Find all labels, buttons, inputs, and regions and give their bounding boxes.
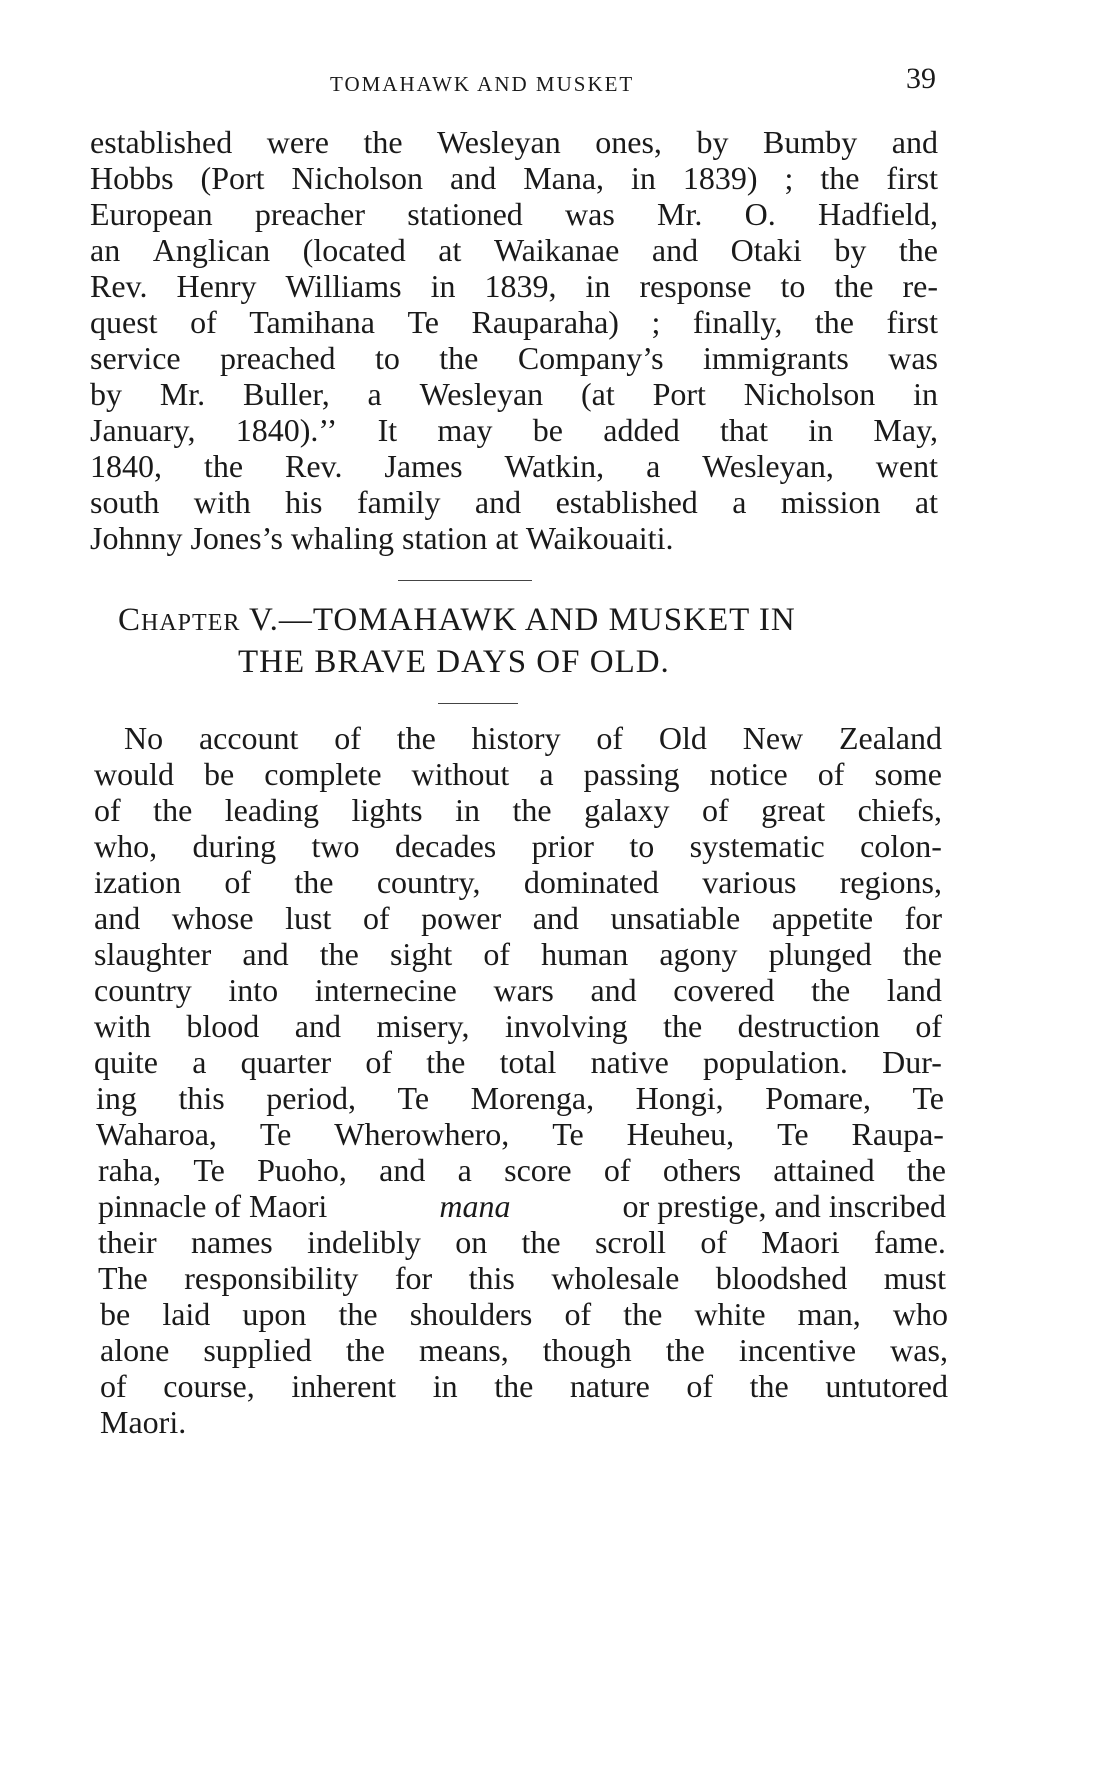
word: Mr. (159, 376, 206, 412)
word: the (294, 864, 334, 900)
word: raha, (98, 1152, 162, 1188)
word: the (512, 792, 552, 828)
word: of (190, 304, 217, 340)
word: Te (193, 1152, 225, 1188)
text-segment: or prestige, and inscribed (622, 1188, 946, 1224)
text-line (90, 338, 938, 378)
word: this (178, 1080, 225, 1116)
word: Dur- (882, 1044, 942, 1080)
word: and (474, 484, 522, 520)
word: Puoho, (257, 1152, 347, 1188)
word: May, (873, 412, 938, 448)
word: nature (569, 1368, 650, 1404)
text-line (94, 970, 942, 1010)
word: human (541, 936, 629, 972)
word: No (124, 720, 164, 756)
running-title: TOMAHAWK AND MUSKET (330, 72, 635, 96)
word: lights (351, 792, 423, 828)
word: by (834, 232, 867, 268)
word: 1840).’’ (235, 412, 338, 448)
word: south (90, 484, 160, 520)
word: misery, (376, 1008, 470, 1044)
word: established (90, 124, 233, 160)
text-line (90, 446, 938, 486)
word: Zealand (838, 720, 942, 756)
text-line (94, 826, 942, 866)
word: of (100, 1368, 127, 1404)
word: Bumby (762, 124, 858, 160)
word: a (192, 1044, 207, 1080)
word: various (702, 864, 797, 900)
word: preacher (254, 196, 365, 232)
word: to (780, 268, 806, 304)
text-line (98, 1258, 946, 1298)
word: be (100, 1296, 131, 1332)
text-line (90, 482, 938, 522)
word: Hadfield, (817, 196, 938, 232)
text-line (98, 1150, 946, 1190)
word: Henry (176, 268, 257, 304)
word: incentive (738, 1332, 857, 1368)
chapter-label-initial: C (118, 602, 142, 638)
word: slaughter (94, 936, 212, 972)
word: Te (397, 1080, 430, 1116)
word: alone (100, 1332, 170, 1368)
word: untutored (825, 1368, 948, 1404)
text-line (90, 230, 938, 270)
chapter-title-line1: V.—TOMAHAWK AND MUSKET IN (240, 602, 796, 638)
word: others (662, 1152, 742, 1188)
word: colon- (860, 828, 942, 864)
word: white (694, 1296, 766, 1332)
word: and (294, 1008, 341, 1044)
text-line (96, 1114, 944, 1154)
word: who (892, 1296, 948, 1332)
word: inherent (291, 1368, 397, 1404)
text-segment: pinnacle of Maori (98, 1188, 328, 1224)
word: period, (266, 1080, 356, 1116)
word: and (94, 900, 141, 936)
word: must (883, 1260, 946, 1296)
word: Wesleyan (437, 124, 561, 160)
word: of (365, 1044, 393, 1080)
word: native (590, 1044, 669, 1080)
text-line (90, 194, 938, 234)
word: ; (784, 160, 794, 196)
word: re- (902, 268, 938, 304)
word: Otaki (730, 232, 802, 268)
word: Mana, (523, 160, 605, 196)
word: and (532, 900, 579, 936)
text-line (90, 266, 938, 306)
word: in (585, 268, 611, 304)
word: total (499, 1044, 557, 1080)
word: a (367, 376, 382, 412)
word: were (266, 124, 329, 160)
word: and (450, 160, 497, 196)
word: was (565, 196, 615, 232)
word: in (913, 376, 938, 412)
word: New (742, 720, 804, 756)
word: the (814, 304, 854, 340)
page-number: 39 (906, 62, 936, 95)
text-line (90, 410, 938, 450)
text-line (90, 302, 938, 342)
word: of (596, 720, 624, 756)
word: Morenga, (470, 1080, 595, 1116)
word: dominated (523, 864, 659, 900)
word: Old (658, 720, 707, 756)
text-line: Maori. (100, 1404, 187, 1440)
word: stationed (407, 196, 523, 232)
word: bloodshed (715, 1260, 848, 1296)
word: fame. (873, 1224, 946, 1260)
word: in (430, 268, 456, 304)
word: was (888, 340, 938, 376)
word: of (94, 792, 121, 828)
word: the (203, 448, 244, 484)
word: an (90, 232, 121, 268)
word: the (902, 936, 942, 972)
word: service (90, 340, 181, 376)
word: and (590, 972, 637, 1008)
section-divider (398, 580, 532, 581)
word: the (319, 936, 359, 972)
text-line (94, 934, 942, 974)
word: with (94, 1008, 151, 1044)
word: upon (242, 1296, 307, 1332)
text-line (98, 1222, 946, 1262)
word: the (749, 1368, 789, 1404)
italic-term-mana: mana (439, 1188, 511, 1224)
text-line (94, 1042, 942, 1082)
word: galaxy (584, 792, 670, 828)
word: Rauparaha) (471, 304, 619, 340)
text-line (94, 754, 942, 794)
word: ; (651, 304, 661, 340)
word: O. (744, 196, 776, 232)
word: complete (264, 756, 382, 792)
word: names (190, 1224, 273, 1260)
text-line (94, 1006, 942, 1046)
word: Te (407, 304, 439, 340)
text-line (124, 718, 942, 758)
text-line-with-italic (98, 1186, 946, 1226)
word: supplied (203, 1332, 312, 1368)
word: means, (418, 1332, 509, 1368)
word: went (875, 448, 938, 484)
word: Anglican (152, 232, 271, 268)
word: added (603, 412, 680, 448)
word: laid (162, 1296, 211, 1332)
word: Maori (761, 1224, 840, 1260)
word: by (90, 376, 122, 412)
word: Wesleyan, (702, 448, 834, 484)
word: of (224, 864, 252, 900)
word: of (603, 1152, 631, 1188)
word: first (886, 160, 938, 196)
word: Port (652, 376, 706, 412)
word: Hongi, (635, 1080, 724, 1116)
word: the (663, 1008, 703, 1044)
word: wars (493, 972, 554, 1008)
word: in (455, 792, 481, 828)
word: at (914, 484, 938, 520)
word: two (311, 828, 360, 864)
chapter-heading-line1 (118, 602, 796, 639)
word: would (94, 756, 174, 792)
text-line (94, 790, 942, 830)
word: regions, (839, 864, 942, 900)
word: leading (224, 792, 319, 828)
word: of (483, 936, 510, 972)
word: plunged (768, 936, 872, 972)
word: country (94, 972, 192, 1008)
word: internecine (314, 972, 457, 1008)
word: his (285, 484, 323, 520)
word: man, (797, 1296, 861, 1332)
word: finally, (692, 304, 783, 340)
word: lust (285, 900, 332, 936)
word: involving (504, 1008, 628, 1044)
word: quarter (240, 1044, 332, 1080)
word: passing (583, 756, 680, 792)
word: Nicholson (291, 160, 424, 196)
chapter-label-rest: HAPTER (141, 610, 241, 636)
word: the (665, 1332, 705, 1368)
word: was, (890, 1332, 948, 1368)
word: Hobbs (90, 160, 174, 196)
word: into (228, 972, 279, 1008)
word: Raupa- (851, 1116, 944, 1152)
text-line (94, 862, 942, 902)
word: prior (531, 828, 594, 864)
word: that (719, 412, 768, 448)
word: of (701, 792, 729, 828)
word: quite (94, 1044, 158, 1080)
word: first (886, 304, 938, 340)
word: systematic (689, 828, 825, 864)
word: ization (94, 864, 182, 900)
word: Mr. (657, 196, 703, 232)
word: established (555, 484, 698, 520)
word: history (471, 720, 561, 756)
word: Waikanae (493, 232, 620, 268)
word: the (363, 124, 403, 160)
word: attained (773, 1152, 875, 1188)
word: Te (259, 1116, 292, 1152)
word: scroll (594, 1224, 667, 1260)
word: appetite (771, 900, 874, 936)
text-line (96, 1078, 944, 1118)
word: indelibly (307, 1224, 421, 1260)
word: in (808, 412, 834, 448)
word: the (153, 792, 193, 828)
word: a (646, 448, 661, 484)
word: responsibility (184, 1260, 359, 1296)
word: Watkin, (504, 448, 605, 484)
word: of (686, 1368, 714, 1404)
word: the (820, 160, 860, 196)
word: by (696, 124, 729, 160)
word: the (898, 232, 938, 268)
word: 1839) (682, 160, 758, 196)
word: of (334, 720, 361, 756)
word: James (384, 448, 463, 484)
word: European (90, 196, 213, 232)
word: a (457, 1152, 472, 1188)
text-line (90, 158, 938, 198)
word: the (906, 1152, 946, 1188)
word: the (623, 1296, 663, 1332)
chapter-title-line2: THE BRAVE DAYS OF OLD. (238, 644, 670, 680)
text-line (100, 1366, 948, 1406)
word: score (504, 1152, 572, 1188)
word: of (700, 1224, 728, 1260)
word: chiefs, (857, 792, 942, 828)
text-line (100, 1294, 948, 1334)
word: the (521, 1224, 561, 1260)
heading-divider (438, 703, 518, 704)
text-line (100, 1330, 948, 1370)
word: Williams (285, 268, 402, 304)
word: covered (673, 972, 775, 1008)
word: Heuheu, (626, 1116, 735, 1152)
word: ing (96, 1080, 137, 1116)
word: who, (94, 828, 158, 864)
word: on (455, 1224, 488, 1260)
word: the (345, 1332, 385, 1368)
word: unsatiable (610, 900, 741, 936)
word: to (629, 828, 655, 864)
word: a (732, 484, 747, 520)
word: Wesleyan (419, 376, 544, 412)
word: Te (777, 1116, 809, 1152)
word: of (915, 1008, 942, 1044)
word: their (98, 1224, 157, 1260)
word: notice (709, 756, 788, 792)
word: decades (394, 828, 497, 864)
word: Tamihana (249, 304, 375, 340)
word: Waharoa, (96, 1116, 217, 1152)
word: January, (90, 412, 196, 448)
word: account (198, 720, 299, 756)
word: for (904, 900, 942, 936)
word: ones, (595, 124, 662, 160)
word: some (874, 756, 942, 792)
word: whose (171, 900, 254, 936)
word: (Port (200, 160, 265, 196)
word: the (338, 1296, 378, 1332)
word: 1839, (484, 268, 557, 304)
word: (located (302, 232, 406, 268)
word: the (834, 268, 874, 304)
word: Wherowhero, (334, 1116, 510, 1152)
word: It (377, 412, 398, 448)
word: this (468, 1260, 515, 1296)
word: (at (580, 376, 615, 412)
word: land (886, 972, 942, 1008)
word: the (811, 972, 851, 1008)
word: wholesale (551, 1260, 680, 1296)
word: Rev. (90, 268, 148, 304)
word: of (564, 1296, 592, 1332)
word: great (761, 792, 826, 828)
word: Pomare, (765, 1080, 871, 1116)
word: without (411, 756, 510, 792)
word: during (192, 828, 277, 864)
word: blood (186, 1008, 260, 1044)
word: though (542, 1332, 632, 1368)
word: population. (703, 1044, 848, 1080)
text-line (90, 122, 938, 162)
word: power (421, 900, 502, 936)
word: preached (220, 340, 336, 376)
word: and (379, 1152, 426, 1188)
word: Te (552, 1116, 584, 1152)
word: and (651, 232, 699, 268)
word: family (356, 484, 441, 520)
word: Rev. (284, 448, 343, 484)
word: immigrants (703, 340, 849, 376)
word: may (437, 412, 493, 448)
word: quest (90, 304, 158, 340)
word: the (494, 1368, 534, 1404)
word: with (193, 484, 251, 520)
word: the (439, 340, 479, 376)
word: and (242, 936, 289, 972)
word: in (432, 1368, 458, 1404)
text-line (94, 898, 942, 938)
word: for (394, 1260, 433, 1296)
text-line (90, 374, 938, 414)
word: country, (376, 864, 481, 900)
word: to (374, 340, 400, 376)
word: Te (912, 1080, 944, 1116)
word: mission (780, 484, 881, 520)
word: the (426, 1044, 466, 1080)
word: Nicholson (743, 376, 876, 412)
word: be (204, 756, 235, 792)
word: be (532, 412, 563, 448)
word: at (438, 232, 462, 268)
word: Buller, (243, 376, 330, 412)
word: the (396, 720, 436, 756)
word: 1840, (90, 448, 162, 484)
word: of (817, 756, 845, 792)
word: sight (389, 936, 453, 972)
word: destruction (737, 1008, 880, 1044)
text-line: Johnny Jones’s whaling station at Waikouaiti. (90, 520, 674, 556)
word: The (98, 1260, 148, 1296)
word: agony (659, 936, 738, 972)
word: response (639, 268, 752, 304)
word: course, (163, 1368, 255, 1404)
word: of (362, 900, 390, 936)
word: and (891, 124, 938, 160)
word: Company’s (517, 340, 664, 376)
word: a (539, 756, 554, 792)
word: shoulders (409, 1296, 533, 1332)
word: in (631, 160, 656, 196)
